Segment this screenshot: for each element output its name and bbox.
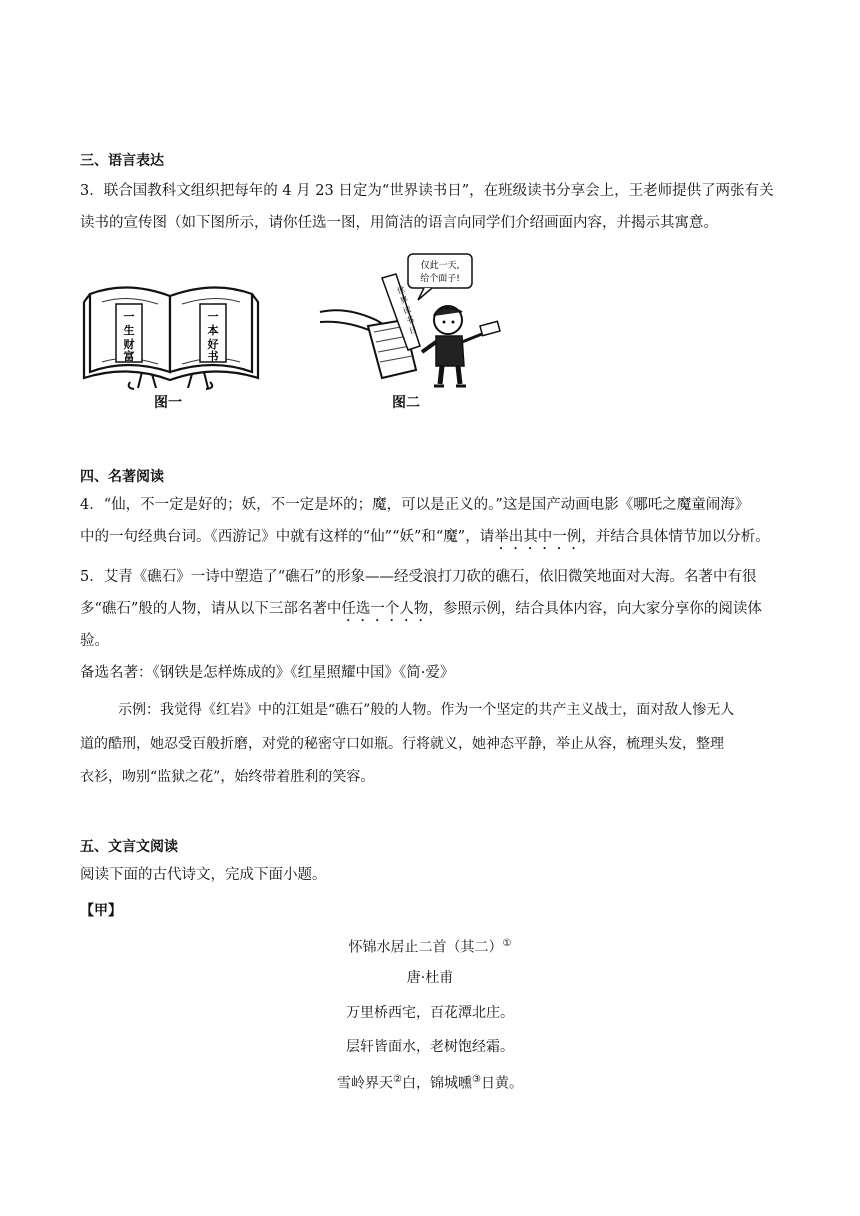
reading-intro: 阅读下面的古代诗文，完成下面小题。 <box>80 867 327 883</box>
section-heading-language: 三、语言表达 <box>80 153 164 169</box>
svg-text:读: 读 <box>401 304 413 316</box>
footnote-marker: ③ <box>472 1074 481 1085</box>
speech-bubble-line-1: 仅此一天, <box>420 261 460 271</box>
svg-text:界: 界 <box>398 294 410 306</box>
section-heading-classics: 四、名著阅读 <box>80 469 164 485</box>
emphasized-text: 任选一个人物 <box>341 601 429 617</box>
question-5-line-1: 5．艾青《礁石》一诗中塑造了“礁石”的形象——经受浪打刀砍的礁石，依旧微笑地面对大海。名著中有很 <box>80 569 757 585</box>
svg-text:生: 生 <box>123 324 135 337</box>
footnote-marker: ② <box>393 1074 402 1085</box>
example-line-2: 道的酷刑，她忍受百般折磨，对党的秘密守口如瓶。行将就义，她神态平静，举止从容，梳理头发，整理 <box>80 736 724 752</box>
section-heading-classical-chinese: 五、文言文阅读 <box>80 839 178 855</box>
figure-2-reading-day <box>316 250 506 390</box>
figure-1-open-book <box>82 272 262 392</box>
svg-text:日: 日 <box>407 324 419 336</box>
footnote-marker: ① <box>502 938 512 949</box>
part-label: 【甲】 <box>80 903 122 919</box>
question-3-line-1: 3．联合国教科文组织把每年的 4 月 23 日定为“世界读书日”，在班级读书分享会上，王老师提供了两张有关 <box>80 183 774 199</box>
speech-bubble-line-2: 给个面子! <box>420 274 460 284</box>
question-5-line-3: 验。 <box>80 633 109 649</box>
question-4-line-1: 4．“仙，不一定是好的；妖，不一定是坏的；魔，可以是正义的。”这是国产动画电影《哪吒之魔童闹海》 <box>80 497 750 513</box>
question-5-line-2: 多“礁石”般的人物，请从以下三部名著中任选一个人物，参照示例，结合具体内容，向大家分享你的阅读体 <box>80 601 762 617</box>
example-line-1: 示例：我觉得《红岩》中的江姐是“礁石”般的人物。作为一个坚定的共产主义战士，面对敌人惨无人 <box>118 702 735 718</box>
right-page-text: 一 <box>207 310 219 323</box>
example-line-3: 衣衫，吻别“监狱之花”，始终带着胜利的笑容。 <box>80 769 375 785</box>
svg-text:世: 世 <box>395 284 407 296</box>
book-options: 备选名著：《钢铁是怎样炼成的》《红星照耀中国》《简·爱》 <box>80 665 455 681</box>
question-3-line-2: 读书的宣传图（如下图所示，请你任选一图，用简洁的语言向同学们介绍画面内容，并揭示其寓意。 <box>80 215 718 231</box>
emphasized-text: 举出其中一例 <box>494 529 582 545</box>
poem-line-1: 万里桥西宅，百花潭北庄。 <box>346 1005 514 1021</box>
svg-text:好: 好 <box>207 338 219 351</box>
poem-line-2: 层轩皆面水，老树饱经霜。 <box>346 1039 514 1055</box>
left-page-text: 一 <box>123 310 135 323</box>
question-4-line-2: 中的一句经典台词。《西游记》中就有这样的“仙”“妖”和“魔”，请举出其中一例，并结合具体情节加以分析。 <box>80 529 770 545</box>
svg-text:书: 书 <box>404 314 416 326</box>
svg-text:本: 本 <box>207 324 219 337</box>
poem-title: 怀锦水居止二首（其二）① <box>348 938 512 956</box>
poem-line-3: 雪岭界天②白，锦城曛③日黄。 <box>337 1074 523 1092</box>
svg-text:书: 书 <box>207 350 219 363</box>
poem-author: 唐·杜甫 <box>406 970 454 986</box>
figure-1-caption: 图一 <box>154 395 182 411</box>
figure-2-caption: 图二 <box>392 395 420 411</box>
svg-text:富: 富 <box>123 350 135 363</box>
svg-text:财: 财 <box>123 338 135 351</box>
